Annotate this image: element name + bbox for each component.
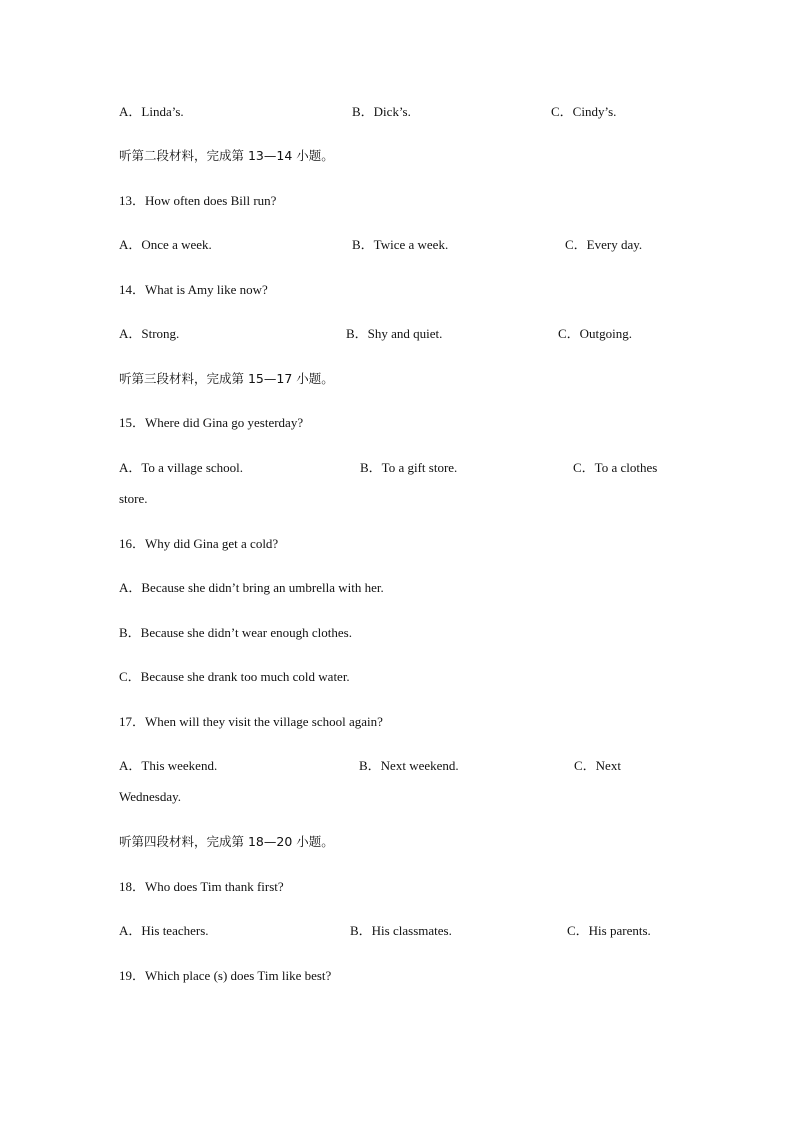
q17-option-c-continued: Wednesday. bbox=[119, 789, 182, 804]
q19-stem: 19．Which place (s) does Tim like best? bbox=[119, 968, 332, 983]
q17-option-b: B．Next weekend. bbox=[359, 758, 459, 773]
q15-option-c-continued: store. bbox=[119, 491, 148, 506]
q18-stem: 18．Who does Tim thank first? bbox=[119, 879, 284, 894]
q16-option-b: B．Because she didn’t wear enough clothes. bbox=[119, 625, 352, 640]
q15-option-a: A．To a village school. bbox=[119, 460, 244, 475]
q16-option-c: C．Because she drank too much cold water. bbox=[119, 669, 350, 684]
q17-option-c: C．Next bbox=[574, 758, 621, 773]
q13-option-c: C．Every day. bbox=[565, 237, 643, 252]
q12-option-c: C．Cindy’s. bbox=[551, 104, 617, 119]
q13-option-b: B．Twice a week. bbox=[352, 237, 449, 252]
q16-option-a: A．Because she didn’t bring an umbrella with her. bbox=[119, 580, 384, 595]
q16-stem: 16．Why did Gina get a cold? bbox=[119, 536, 279, 551]
q17-option-a: A．This weekend. bbox=[119, 758, 218, 773]
q18-option-a: A．His teachers. bbox=[119, 923, 209, 938]
q15-stem: 15．Where did Gina go yesterday? bbox=[119, 415, 304, 430]
q14-option-c: C．Outgoing. bbox=[558, 326, 633, 341]
q18-option-b: B．His classmates. bbox=[350, 923, 452, 938]
q12-option-a: A．Linda’s. bbox=[119, 104, 184, 119]
q18-option-c: C．His parents. bbox=[567, 923, 651, 938]
section-2-instruction: 听第二段材料，完成第 13—14 小题。 bbox=[119, 148, 334, 163]
section-3-instruction: 听第三段材料，完成第 15—17 小题。 bbox=[119, 371, 334, 386]
section-4-instruction: 听第四段材料，完成第 18—20 小题。 bbox=[119, 834, 334, 849]
q15-option-c: C．To a clothes bbox=[573, 460, 658, 475]
q13-stem: 13．How often does Bill run? bbox=[119, 193, 277, 208]
q14-stem: 14．What is Amy like now? bbox=[119, 282, 268, 297]
q15-option-b: B．To a gift store. bbox=[360, 460, 458, 475]
q13-option-a: A．Once a week. bbox=[119, 237, 212, 252]
q12-option-b: B．Dick’s. bbox=[352, 104, 411, 119]
q14-option-a: A．Strong. bbox=[119, 326, 180, 341]
q14-option-b: B．Shy and quiet. bbox=[346, 326, 443, 341]
q17-stem: 17．When will they visit the village school again? bbox=[119, 714, 383, 729]
